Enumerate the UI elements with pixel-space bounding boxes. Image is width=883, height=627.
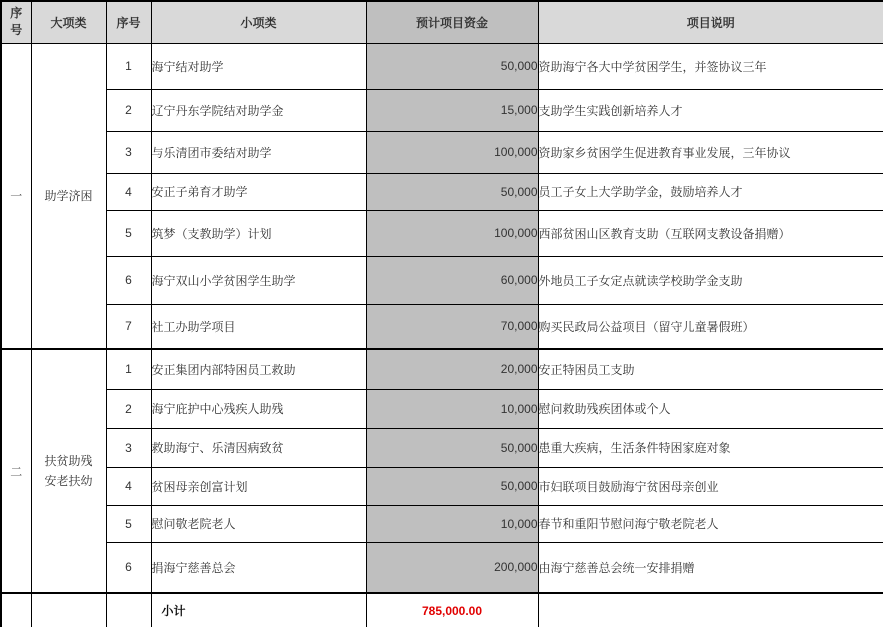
budget-cell: 50,000 [366,173,538,210]
subtotal-label-cell: 小计 [151,593,366,627]
item-name-cell: 贫困母亲创富计划 [151,467,366,505]
row-number-cell: 5 [106,505,151,542]
item-name-cell: 海宁结对助学 [151,43,366,89]
description-cell: 慰问救助残疾团体或个人 [538,389,883,428]
budget-cell: 50,000 [366,467,538,505]
item-name-cell: 社工办助学项目 [151,304,366,349]
description-cell: 资助海宁各大中学贫困学生，并签协议三年 [538,43,883,89]
item-name-cell: 慰问敬老院老人 [151,505,366,542]
budget-cell: 70,000 [366,304,538,349]
description-cell: 外地员工子女定点就读学校助学金支助 [538,256,883,304]
row-number-cell: 6 [106,542,151,593]
empty-cell [106,593,151,627]
empty-cell [1,593,31,627]
table-row [1,467,883,505]
header-item-no: 序号 [106,1,151,43]
group1-name-cell [31,43,106,349]
table-row [1,304,883,349]
group1-number-cell: 一 [1,43,31,349]
budget-cell: 100,000 [366,210,538,256]
header-description: 项目说明 [538,1,883,43]
subtotal-amount-cell: 785,000.00 [366,593,538,627]
header-row [1,1,883,43]
description-cell: 资助家乡贫困学生促进教育事业发展，三年协议 [538,131,883,173]
row-number-cell: 3 [106,428,151,467]
table-row [1,349,883,389]
row-number-cell: 2 [106,389,151,428]
budget-cell: 15,000 [366,89,538,131]
description-cell: 安正特困员工支助 [538,349,883,389]
item-name-cell: 救助海宁、乐清因病致贫 [151,428,366,467]
table-row [1,43,883,89]
item-name-cell: 与乐清团市委结对助学 [151,131,366,173]
group1-name: 助学济困 [44,188,93,203]
item-name-cell: 捐海宁慈善总会 [151,542,366,593]
table-row [1,173,883,210]
description-cell: 支助学生实践创新培养人才 [538,89,883,131]
row-number-cell: 6 [106,256,151,304]
row-number-cell: 1 [106,349,151,389]
table-row [1,542,883,593]
group2-number-cell: 二 [1,349,31,593]
table-row [1,256,883,304]
description-cell: 员工子女上大学助学金，鼓励培养人才 [538,173,883,210]
item-name-cell: 海宁庇护中心残疾人助残 [151,389,366,428]
row-number-cell: 1 [106,43,151,89]
group2-name: 扶贫助残安老扶幼 [44,453,93,488]
description-cell: 购买民政局公益项目（留守儿童暑假班） [538,304,883,349]
row-number-cell: 4 [106,173,151,210]
table-row [1,505,883,542]
table-row [1,428,883,467]
description-cell: 春节和重阳节慰问海宁敬老院老人 [538,505,883,542]
group2-name-cell [31,349,106,593]
item-name-cell: 安正子弟育才助学 [151,173,366,210]
row-number-cell: 3 [106,131,151,173]
row-number-cell: 2 [106,89,151,131]
header-group-no [1,1,31,43]
description-cell: 由海宁慈善总会统一安排捐赠 [538,542,883,593]
budget-cell: 10,000 [366,389,538,428]
description-cell: 市妇联项目鼓励海宁贫困母亲创业 [538,467,883,505]
table-row [1,210,883,256]
budget-cell: 50,000 [366,428,538,467]
budget-cell: 60,000 [366,256,538,304]
header-budget: 预计项目资金 [366,1,538,43]
header-item-name: 小项类 [151,1,366,43]
row-number-cell: 5 [106,210,151,256]
budget-cell: 10,000 [366,505,538,542]
row-number-cell: 7 [106,304,151,349]
budget-cell: 200,000 [366,542,538,593]
empty-cell [31,593,106,627]
header-group-no-label: 序号 [10,5,23,38]
table-row [1,131,883,173]
budget-cell: 20,000 [366,349,538,389]
table-row [1,89,883,131]
item-name-cell: 辽宁丹东学院结对助学金 [151,89,366,131]
header-group-name: 大项类 [31,1,106,43]
budget-cell: 100,000 [366,131,538,173]
item-name-cell: 安正集团内部特困员工救助 [151,349,366,389]
table-row [1,389,883,428]
description-cell: 患重大疾病，生活条件特困家庭对象 [538,428,883,467]
description-cell: 西部贫困山区教育支助（互联网支教设备捐赠） [538,210,883,256]
empty-cell [538,593,883,627]
item-name-cell: 海宁双山小学贫困学生助学 [151,256,366,304]
budget-cell: 50,000 [366,43,538,89]
row-number-cell: 4 [106,467,151,505]
item-name-cell: 筑梦（支教助学）计划 [151,210,366,256]
subtotal-row [1,593,883,627]
